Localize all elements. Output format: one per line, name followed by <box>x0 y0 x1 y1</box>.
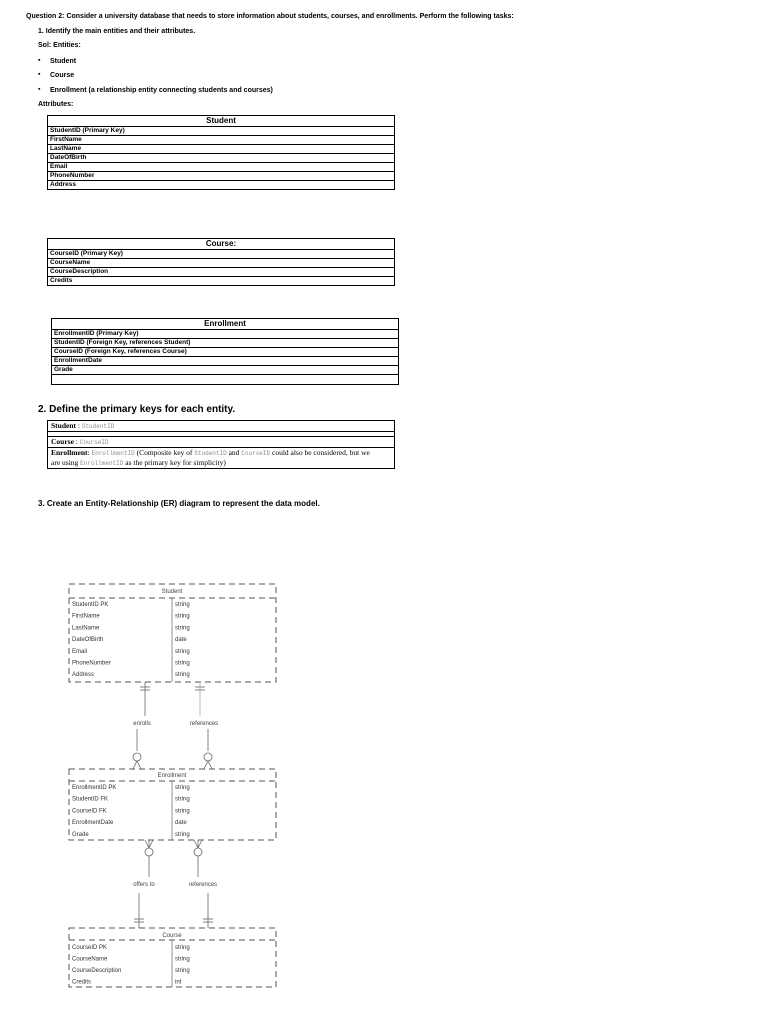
question-text: Question 2: Consider a university database that needs to store information about students, courses, and enrollments. Perform the following tasks: <box>26 13 514 20</box>
table-row: StudentID (Foreign Key, references Student) <box>52 339 399 348</box>
er-course-attr: CourseDescription <box>72 968 122 974</box>
table-row: Address <box>48 181 395 190</box>
er-enrollment-attr: EnrollmentDate <box>72 820 114 827</box>
table-row: DateOfBirth <box>48 154 395 163</box>
pk-student-row <box>48 421 395 432</box>
pk-studentid-code: StudentID <box>194 450 227 457</box>
er-student-title: Student <box>161 589 183 595</box>
pk-course-label: Course <box>51 437 74 446</box>
table-row: EnrollmentID (Primary Key) <box>52 330 399 339</box>
table-row: EnrollmentDate <box>52 357 399 366</box>
pk-separator: : <box>87 448 92 457</box>
er-student-attr: LastName <box>72 625 100 632</box>
er-enrollment-type: string <box>175 831 190 838</box>
er-enrollment-attr: CourseID FK <box>72 808 107 815</box>
er-student-attr: PhoneNumber <box>72 660 111 667</box>
er-rel-offers-to: offers to <box>133 882 155 888</box>
entity-student-item: Student <box>50 58 77 65</box>
er-rel-enrolls: enrolls <box>133 721 151 727</box>
primary-key-table <box>47 420 395 469</box>
student-attribute-table <box>47 115 395 190</box>
table-row: Credits <box>48 277 395 286</box>
table-row-empty <box>52 375 399 385</box>
pk-text: could also be considered, but we <box>270 448 370 457</box>
entity-course-item: Course <box>50 72 75 79</box>
er-student-attr: DateOfBirth <box>72 637 104 644</box>
table-row: CourseDescription <box>48 268 395 277</box>
pk-course-row <box>48 437 395 448</box>
er-student-type: string <box>175 625 190 632</box>
pk-course-key: CourseID <box>79 439 109 446</box>
task-2-heading: 2. Define the primary keys for each entity. <box>38 404 236 415</box>
table-row: Email <box>48 163 395 172</box>
pk-enrollmentid-code: EnrollmentID <box>80 460 124 467</box>
er-enrollment-attr: Grade <box>72 831 89 838</box>
bullet-icon: ▪ <box>38 71 41 78</box>
pk-text: and <box>226 448 242 457</box>
pk-text: (Composite key of <box>134 448 195 457</box>
pk-enrollment-row <box>48 448 395 469</box>
enrollment-attribute-table <box>51 318 399 385</box>
er-course-attr: CourseID PK <box>72 945 108 951</box>
bullet-icon: ▪ <box>38 57 41 64</box>
er-enrollment-title: Enrollment <box>157 773 187 779</box>
er-rel-references: references <box>188 882 218 888</box>
table-title: Student <box>48 116 395 127</box>
er-student-attr: StudentID PK <box>72 602 109 608</box>
table-row: CourseName <box>48 259 395 268</box>
pk-separator: : <box>73 437 80 446</box>
table-row: CourseID (Primary Key) <box>48 250 395 259</box>
er-diagram <box>48 575 298 995</box>
er-enrollment-type: string <box>175 785 190 791</box>
er-student-attr: Address <box>72 672 95 679</box>
er-student-attr: Email <box>72 648 88 655</box>
pk-text: as the primary key for simplicity) <box>123 458 226 467</box>
pk-student-label: Student <box>51 421 77 430</box>
table-row: LastName <box>48 145 395 154</box>
er-student-type: string <box>175 660 190 667</box>
task-3-heading: 3. Create an Entity-Relationship (ER) diagram to represent the data model. <box>38 499 320 508</box>
er-student-attr: FirstName <box>72 613 100 620</box>
table-row: PhoneNumber <box>48 172 395 181</box>
er-student-type: string <box>175 602 190 608</box>
table-title: Course: <box>48 239 395 250</box>
solution-label: Sol: Entities: <box>38 42 81 49</box>
er-course-type: string <box>175 968 190 974</box>
er-course-title: Course <box>162 933 182 939</box>
er-student-type: string <box>175 672 190 679</box>
er-student-type: date <box>175 637 187 644</box>
er-course-attr: Credits <box>72 979 92 986</box>
er-course-type: int <box>175 979 182 986</box>
er-rel-references: references <box>189 721 219 727</box>
er-enrollment-type: string <box>175 796 190 803</box>
er-student-type: string <box>175 648 190 655</box>
pk-enrollment-label: Enrollment <box>51 448 88 457</box>
attributes-label: Attributes: <box>38 101 74 108</box>
er-student-type: string <box>175 613 190 620</box>
table-row: FirstName <box>48 136 395 145</box>
table-title: Enrollment <box>52 319 399 330</box>
pk-text: are using <box>51 458 81 467</box>
er-course-attr: CourseName <box>72 956 108 963</box>
pk-enrollment-key: EnrollmentID <box>91 450 135 457</box>
er-enrollment-type: string <box>175 808 190 815</box>
pk-student-key: StudentID <box>81 423 115 430</box>
table-row: CourseID (Foreign Key, references Course) <box>52 348 399 357</box>
pk-separator: : <box>76 421 82 430</box>
er-enrollment-attr: EnrollmentID PK <box>72 785 117 791</box>
er-course-type: string <box>175 945 190 951</box>
entity-enrollment-item: Enrollment (a relationship entity connecting students and courses) <box>50 87 273 94</box>
bullet-icon: ▪ <box>38 86 41 93</box>
er-course-type: string <box>175 956 190 963</box>
er-enrollment-attr: StudentID FK <box>72 796 109 803</box>
er-enrollment-type: date <box>175 820 187 827</box>
table-row: StudentID (Primary Key) <box>48 127 395 136</box>
pk-courseid-code: CourseID <box>241 450 271 457</box>
task-1-heading: 1. Identify the main entities and their attributes. <box>38 28 196 35</box>
course-attribute-table <box>47 238 395 286</box>
table-row: Grade <box>52 366 399 375</box>
